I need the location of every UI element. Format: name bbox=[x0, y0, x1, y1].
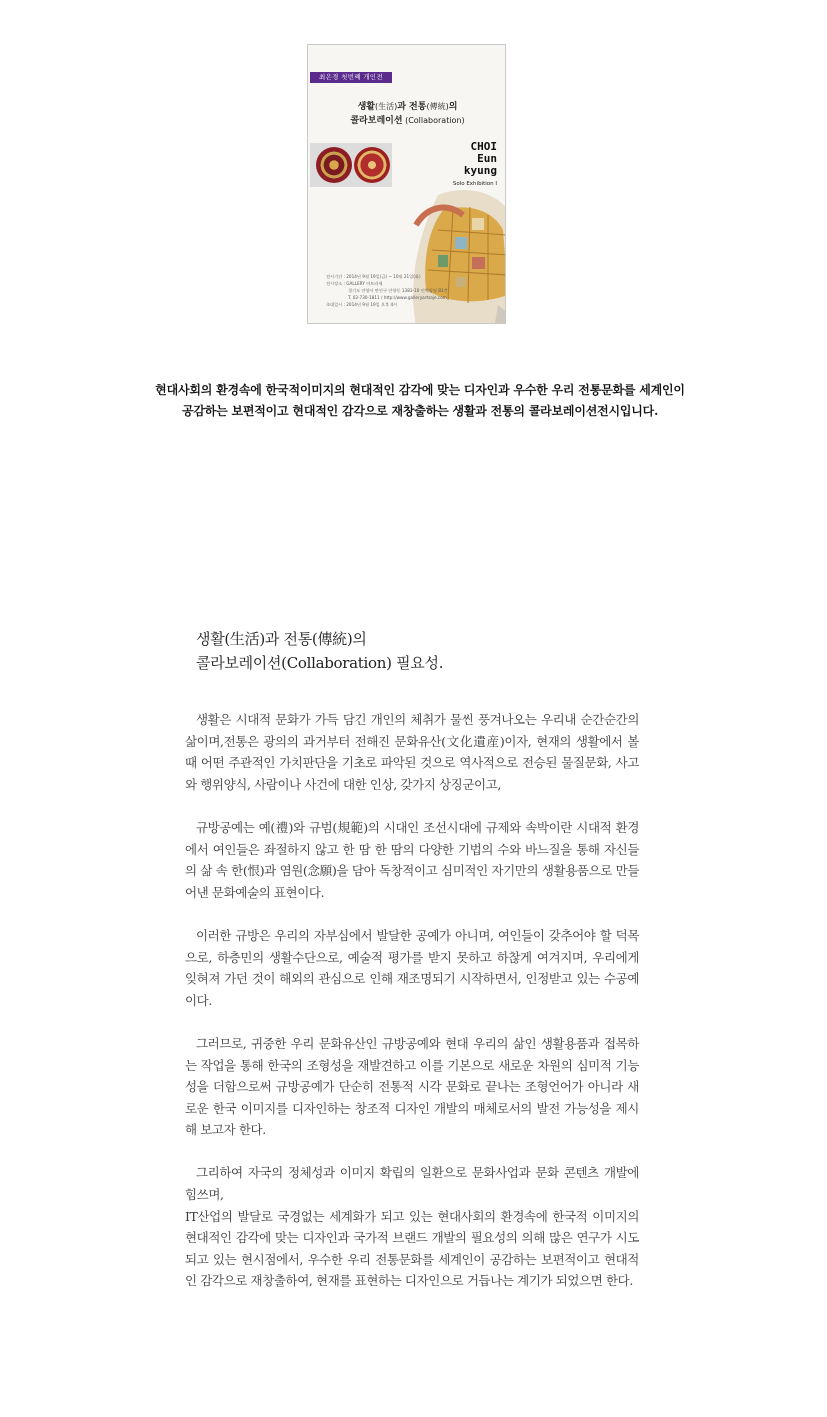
article-paragraph: 규방공예는 예(禮)와 규범(規範)의 시대인 조선시대에 규제와 속박이란 시대적 환경에서 여인들은 좌절하지 않고 한 땀 한 땀의 다양한 기법의 수와 바느질을 통해 자신들의 삶 속 한(恨)과 염원(念願)을 담아 독창적이고 심미적인 자기만의 생활용품으로 만들어낸 문화예술의 표현이다. bbox=[185, 819, 639, 900]
poster-artist-name: CHOI Eun kyung bbox=[463, 140, 497, 177]
poster-medal-image bbox=[310, 143, 392, 187]
embroidered-medal-icon bbox=[316, 147, 352, 183]
poster-info-row: 전시기간 : 2014년 9월 19일(금) ~ 10월 21일(화) bbox=[326, 274, 421, 279]
article-paragraph: 생활은 시대적 문화가 가득 담긴 개인의 체취가 물씬 풍겨나오는 우리내 순간순간의 삶이며,전통은 광의의 과거부터 전해진 문화유산(文化遺産)이자, 현재의 생활에서 볼 때 어떤 주관적인 가치판단을 기초로 파악된 것으로 역사적으로 전승된 물질문화, 사고와 행위양식, 사람이나 사건에 대한 인상, 갖가지 상징군이고, bbox=[185, 712, 639, 792]
poster-info-row: T. 02-730-1811 / http://www.galleryartsaje.com bbox=[348, 295, 447, 300]
embroidered-medal-icon bbox=[354, 147, 390, 183]
poster-title-line2: 콜라보레이션 (Collaboration) bbox=[350, 116, 465, 126]
exhibition-poster bbox=[307, 44, 506, 324]
article-heading-line: 생활(生活)과 전통(傳統)의 bbox=[196, 630, 367, 648]
article-paragraph: 이러한 규방은 우리의 자부심에서 발달한 공예가 아니며, 여인들이 갖추어야 할 덕목으로, 하층민의 생활수단으로, 예술적 평가를 받지 못하고 하찮게 여겨지며, 우리에게 잊혀져 가던 것이 해외의 관심으로 인해 재조명되기 시작하면서, 인정받고 있는 수공예이다. bbox=[185, 927, 639, 1008]
intro-line: 현대사회의 환경속에 한국적이미지의 현대적인 감각에 맞는 디자인과 우수한 우리 전통문화를 세계인이 bbox=[155, 383, 685, 397]
intro-line: 공감하는 보편적이고 현대적인 감각으로 재창출하는 생활과 전통의 콜라보레이션전시입니다. bbox=[181, 404, 659, 418]
poster-info-row: 전시장소 : GALLERY 아트라제 bbox=[326, 281, 383, 286]
article-body bbox=[185, 709, 639, 1314]
poster-badge: 최은경 첫번째 개인전 bbox=[310, 72, 392, 83]
article-paragraph: IT산업의 발달로 국경없는 세계화가 되고 있는 현대사회의 환경속에 한국적 이미지의 현대적인 감각에 맞는 디자인과 국가적 브랜드 개발의 필요성의 의해 많은 연구가 시도되고 있는 현시점에서, 우수한 우리 전통문화를 세계인이 공감하는 보편적이고 현대적인 감각으로 재창출하여, 현재를 표현하는 디자인으로 거듭나는 계기가 되었으면 한다. bbox=[185, 1208, 639, 1289]
article-paragraph: 그러므로, 귀중한 우리 문화유산인 규방공예와 현대 우리의 삶인 생활용품과 접목하는 작업을 통해 한국의 조형성을 재발견하고 이를 기본으로 새로운 차원의 심미적 기능성을 더함으로써 규방공예가 단순히 전통적 시각 문화로 끝나는 조형언어가 아니라 새로운 한국 이미지를 디자인하는 창조적 디자인 개발의 매체로서의 발전 가능성을 제시해 보고자 한다. bbox=[185, 1035, 639, 1138]
intro-text bbox=[120, 380, 720, 422]
poster-info bbox=[326, 273, 476, 308]
poster-info-row: 경기도 안양시 만안구 안양동 1383-10 인덕빌딩 B1층 bbox=[348, 288, 448, 293]
article-heading bbox=[196, 627, 443, 675]
poster-title-line1: 생활(生活)과 전통(傳統)의 bbox=[357, 102, 458, 112]
poster-info-row: 초대일시 : 2014년 9월 19일 오후 4시 bbox=[326, 302, 398, 307]
poster-subtitle: Solo Exhibition I bbox=[452, 181, 497, 187]
poster-title bbox=[308, 100, 506, 128]
article-paragraph: 그리하여 자국의 정체성과 이미지 확립의 일환으로 문화사업과 문화 콘텐츠 개발에 힘쓰며, bbox=[185, 1165, 639, 1203]
article-heading-line: 콜라보레이션(Collaboration) 필요성. bbox=[196, 654, 444, 672]
